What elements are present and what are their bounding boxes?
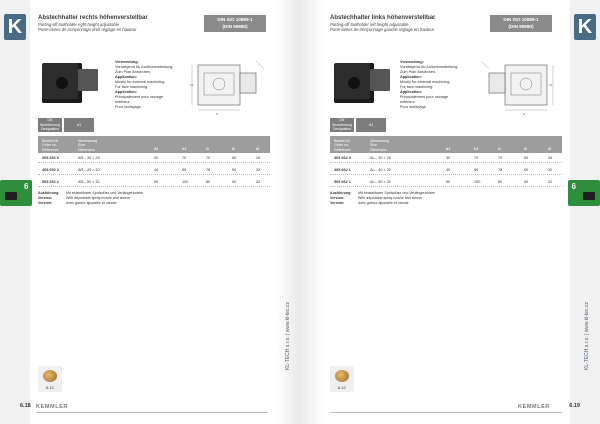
footer-rule xyxy=(330,412,562,413)
table-row[interactable]: 505 652 2 AR-- 50 × 32 50 100 80 50 32 xyxy=(38,177,270,187)
table-row[interactable]: 305 652 6 AR-- 30 × 26 30 70 70 50 26 xyxy=(38,153,270,163)
designation-box: Die Bezeichnung Designation Désignation xyxy=(330,118,354,132)
table-row[interactable]: 505 662 1 AL-- 50 × 32 50 100 80 50 32 xyxy=(330,177,562,187)
page-number: 6.19 xyxy=(569,403,580,409)
title-de: Abstechhalter links höhenverstellbar xyxy=(330,15,436,21)
brand-name: KEMMLER xyxy=(36,404,69,410)
application-description: Verwendung: Vorwiegend für Außenbearbeitung. Zum Plan Abstechen. Application: Mostly for external machining. For face machining. Application: Principalement pour usinage extérieur. Pour surfaçage. xyxy=(115,60,174,109)
din-line-1: DIN ISO 10889-1 xyxy=(503,17,539,22)
table-header: Bestell-Nr. Order no. Référence Abmessung Size Dimension d1 h1 l1 l2 l3 xyxy=(38,136,270,153)
tool-shaft-image xyxy=(78,69,98,91)
din-line-2: (DIN 69880) xyxy=(222,24,248,29)
insert-icon xyxy=(335,370,349,382)
col-l3: l3 xyxy=(256,147,259,151)
title-fr: Porte-lames de tronçonnage droit réglage en hauteur xyxy=(38,27,137,32)
version-notes: Ausführung: Mit einstellbarer Spritzdüse und Verlängerbolzen Version: With adjustable spray nozzle and sleeve Version: Avec gicleur ajustable et canule xyxy=(38,191,144,205)
svg-text:h1: h1 xyxy=(190,83,194,87)
din-standard-badge xyxy=(204,15,266,32)
chapter-tab-number: 6 xyxy=(24,182,29,191)
side-url-text[interactable]: KL-TECH s.r.o. | www.kl-tec.cz xyxy=(584,302,590,370)
tool-bore-image xyxy=(348,77,360,89)
col-l2: l2 xyxy=(232,147,235,151)
application-description: Verwendung: Vorwiegend für Außenbearbeitung. Zum Plan Abstechen. Application: Mostly for external machining. For face machining. Application: Principalement pour usinage extérieur. Pour surfaçage. xyxy=(400,60,459,109)
col-d1: d1 xyxy=(154,147,159,151)
insert-page-ref: 6.12 xyxy=(46,385,54,390)
footer-rule xyxy=(36,412,268,413)
svg-text:h1: h1 xyxy=(549,83,553,87)
technical-drawing xyxy=(475,55,555,117)
svg-text:l1: l1 xyxy=(523,112,526,116)
col-l3: l3 xyxy=(548,147,551,151)
toolholder-icon xyxy=(5,192,17,200)
technical-drawing xyxy=(190,55,270,117)
col-h1: h1 xyxy=(182,147,187,151)
din-line-2: (DIN 69880) xyxy=(508,24,534,29)
svg-text:l1: l1 xyxy=(216,112,219,116)
title-de: Abstechhalter rechts höhenverstellbar xyxy=(38,15,148,21)
chapter-tab-number: 6 xyxy=(571,182,576,191)
table-header: Bestell-Nr. Order no. Référence Abmessung Size Dimension d1 h1 l1 l2 l3 xyxy=(330,136,562,153)
diameter-box: d1 xyxy=(356,118,386,132)
col-l2: l2 xyxy=(524,147,527,151)
title-en: Parting-off toolholder right height adjustable xyxy=(38,22,120,27)
din-line-1: DIN ISO 10889-1 xyxy=(217,17,253,22)
tool-shaft-image xyxy=(370,69,390,91)
col-l1: l1 xyxy=(498,147,501,151)
table-row[interactable]: 405 652 2 AR-- 40 × 32 40 85 78 50 32 xyxy=(38,165,270,175)
title-en: Parting-off toolholder left height adjustable xyxy=(330,22,409,27)
col-l1: l1 xyxy=(206,147,209,151)
col-h1: h1 xyxy=(474,147,479,151)
table-row[interactable]: 305 662 5 AL-- 30 × 26 30 70 70 50 26 xyxy=(330,153,562,163)
designation-box: Die Bezeichnung Designation Désignation xyxy=(38,118,62,132)
page-number: 6.18 xyxy=(20,403,31,409)
insert-page-ref: 6.12 xyxy=(338,385,346,390)
product-photo xyxy=(330,55,398,110)
title-fr: Porte-lames de tronçonnage gauche réglage en hauteur xyxy=(330,27,435,32)
right-page xyxy=(300,0,600,424)
product-photo xyxy=(38,55,106,110)
diameter-box: d1 xyxy=(64,118,94,132)
logo-letter: K xyxy=(577,16,593,38)
version-notes: Ausführung: Mit einstellbarer Spritzdüse und Verlängerbolzen Version: With adjustable spray nozzle and sleeve Version: Avec gicleur ajustable et canule xyxy=(330,191,436,205)
din-standard-badge xyxy=(490,15,552,32)
logo-letter: K xyxy=(7,16,23,38)
insert-icon xyxy=(43,370,57,382)
brand-name: KEMMLER xyxy=(518,404,551,410)
toolholder-icon xyxy=(583,192,595,200)
side-url-text[interactable]: KL-TECH s.r.o. | www.kl-tec.cz xyxy=(285,302,291,370)
col-d1: d1 xyxy=(446,147,451,151)
page-side-strip xyxy=(0,0,30,424)
table-row[interactable]: 405 662 1 AL-- 40 × 32 40 85 78 50 32 xyxy=(330,165,562,175)
tool-bore-image xyxy=(56,77,68,89)
